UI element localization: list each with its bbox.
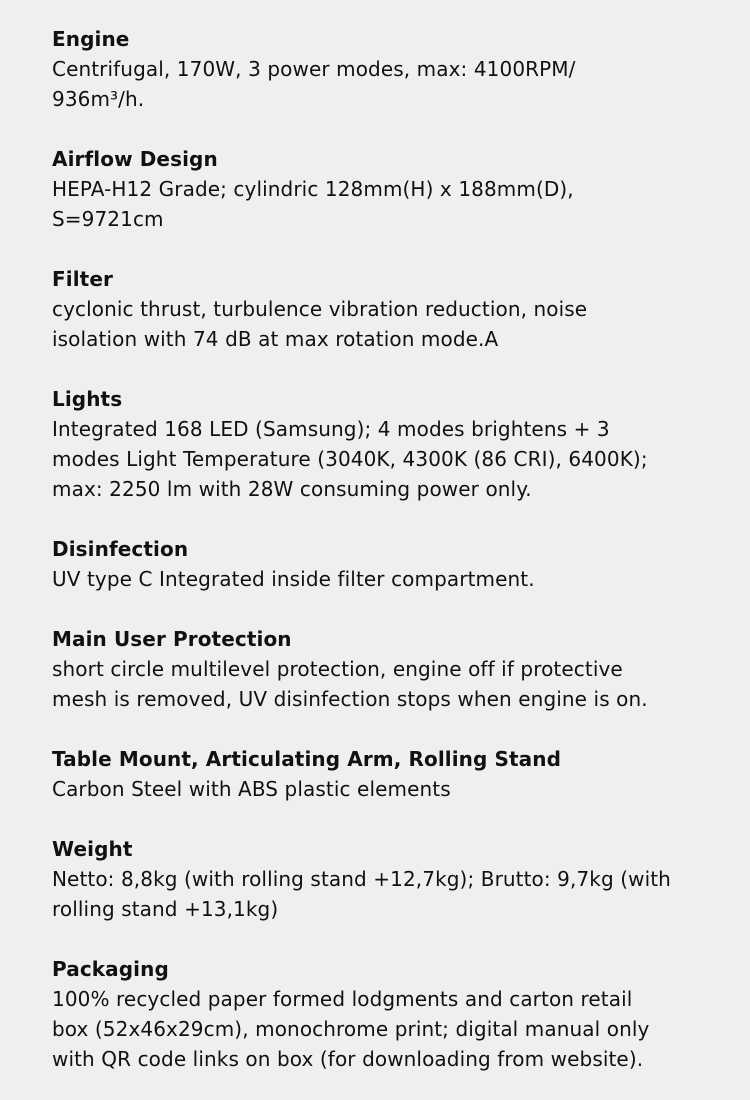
spec-mount-arm-stand xyxy=(52,744,698,804)
spec-title: Airflow Design xyxy=(52,147,218,171)
spec-body: 100% recycled paper formed lodgments and carton retail box (52x46x29cm), monochrome print; digital manual only with QR code links on box (for downloading from website). xyxy=(52,987,650,1071)
spec-body: Integrated 168 LED (Samsung); 4 modes brightens + 3 modes Light Temperature (3040K, 4300K (86 CRI), 6400K); max: 2250 lm with 28W consuming power only. xyxy=(52,417,648,501)
spec-body: HEPA-H12 Grade; cylindric 128mm(H) x 188mm(D), S=9721cm xyxy=(52,177,574,231)
spec-title: Engine xyxy=(52,27,130,51)
spec-body: Netto: 8,8kg (with rolling stand +12,7kg); Brutto: 9,7kg (with rolling stand +13,1kg) xyxy=(52,867,671,921)
spec-airflow-design xyxy=(52,144,698,234)
spec-body: Centrifugal, 170W, 3 power modes, max: 4100RPM/ 936m³/h. xyxy=(52,57,576,111)
spec-weight xyxy=(52,834,698,924)
spec-title: Packaging xyxy=(52,957,169,981)
spec-title: Lights xyxy=(52,387,123,411)
spec-body: Carbon Steel with ABS plastic elements xyxy=(52,777,451,801)
spec-title: Main User Protection xyxy=(52,627,292,651)
spec-filter xyxy=(52,264,698,354)
spec-body: short circle multilevel protection, engine off if protective mesh is removed, UV disinfection stops when engine is on. xyxy=(52,657,648,711)
spec-lights xyxy=(52,384,698,504)
spec-body: cyclonic thrust, turbulence vibration reduction, noise isolation with 74 dB at max rotation mode.A xyxy=(52,297,588,351)
spec-packaging xyxy=(52,954,698,1074)
spec-disinfection xyxy=(52,534,698,594)
spec-title: Filter xyxy=(52,267,113,291)
spec-body: UV type C Integrated inside filter compartment. xyxy=(52,567,535,591)
spec-title: Table Mount, Articulating Arm, Rolling Stand xyxy=(52,747,562,771)
spec-engine xyxy=(52,24,698,114)
spec-title: Weight xyxy=(52,837,133,861)
spec-main-user-protection xyxy=(52,624,698,714)
spec-title: Disinfection xyxy=(52,537,189,561)
